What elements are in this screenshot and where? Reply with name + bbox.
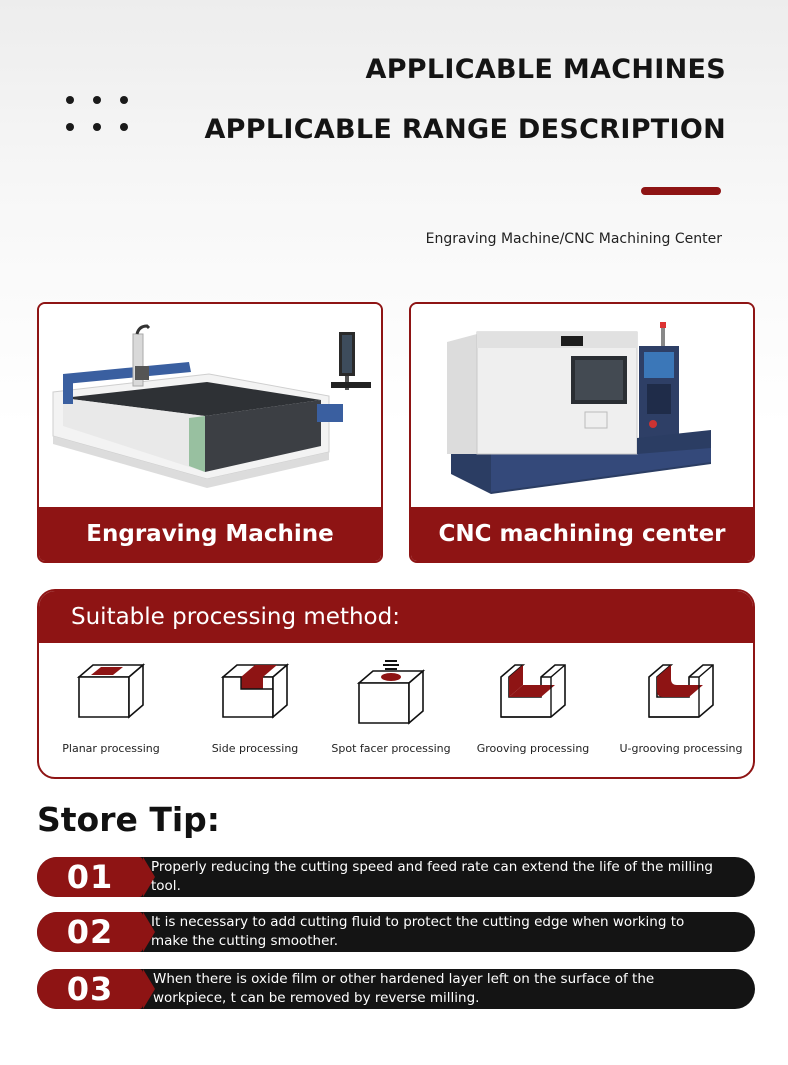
engraving-machine-label: Engraving Machine [39,507,381,561]
engraving-machine-image [39,304,381,509]
dots-grid-icon [66,96,136,136]
groove-cube-icon [497,659,569,721]
tip-item [37,857,755,897]
spot-facer-cube-icon [355,659,427,725]
page-title: APPLICABLE MACHINES [365,54,726,85]
store-tip-heading: Store Tip: [37,800,220,839]
tip-number: 02 [37,912,143,952]
tip-text: It is necessary to add cutting fluid to protect the cutting edge when working to make the cutting smoother. [151,914,685,949]
method-label: Grooving processing [476,742,590,755]
method-label: Planar processing [62,742,160,755]
tip-number: 01 [37,857,143,897]
method-side [185,643,325,779]
tip-text: When there is oxide film or other hardened layer left on the surface of the workpiece, t can be removed by reverse milling. [153,971,655,1006]
cnc-machine-image [411,304,753,509]
processing-method-heading: Suitable processing method: [39,591,753,643]
method-label: U-grooving processing [619,742,743,755]
method-grooving [463,643,603,779]
engraving-machine-card [37,302,383,563]
method-planar [41,643,181,779]
cnc-machining-center-card [409,302,755,563]
cnc-machine-label: CNC machining center [411,507,753,561]
method-spot-facer [321,643,461,779]
method-label: Side processing [211,742,299,755]
side-cube-icon [219,659,291,721]
accent-divider [641,187,721,195]
tip-text: Properly reducing the cutting speed and feed rate can extend the life of the milling tool. [151,859,713,894]
tip-number: 03 [37,969,143,1009]
tip-item [37,969,755,1009]
page-subtitle: APPLICABLE RANGE DESCRIPTION [204,114,726,145]
processing-method-panel [37,589,755,779]
method-label: Spot facer processing [331,742,451,755]
method-u-grooving [611,643,751,779]
u-groove-cube-icon [645,659,717,721]
range-description: Engraving Machine/CNC Machining Center [425,231,722,247]
planar-cube-icon [75,659,147,721]
tip-item [37,912,755,952]
